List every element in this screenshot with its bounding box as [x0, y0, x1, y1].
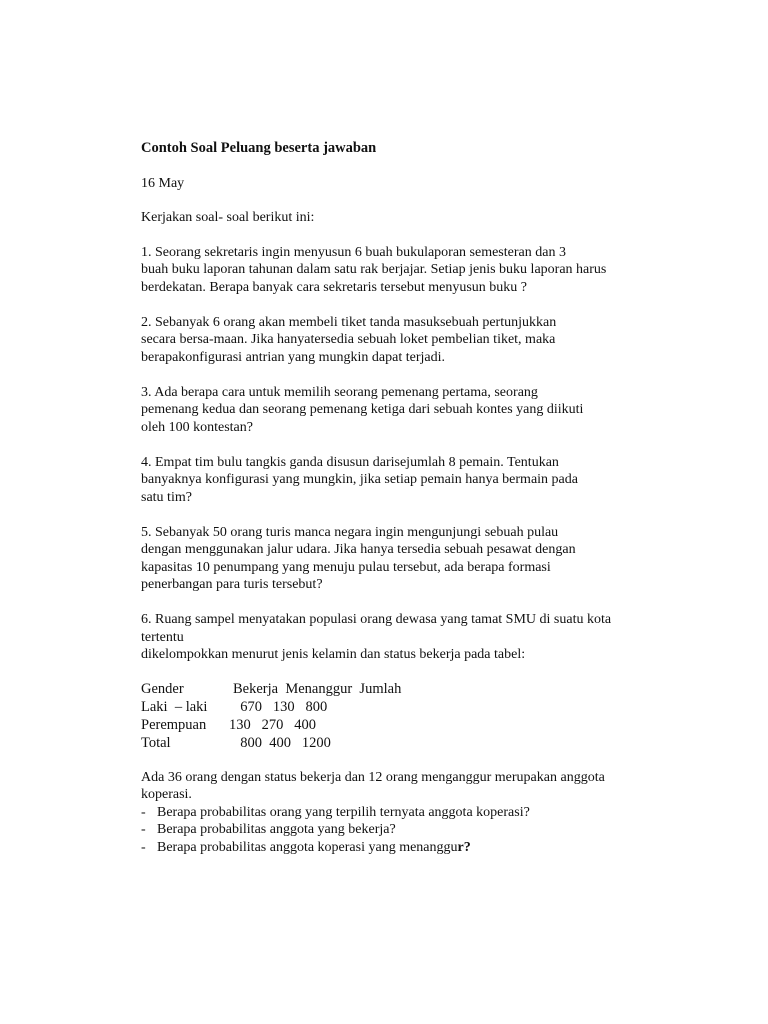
- question-line: buah buku laporan tahunan dalam satu rak berjajar. Setiap jenis buku laporan harus: [141, 262, 607, 277]
- list-item: [141, 839, 661, 857]
- question-line: 3. Ada berapa cara untuk memilih seorang pemenang pertama, seorang: [141, 384, 538, 400]
- table-cell: Total: [141, 734, 171, 751]
- question-line: pemenang kedua dan seorang pemenang ketiga dari sebuah kontes yang diikuti: [141, 402, 584, 417]
- closing-line: koperasi.: [141, 787, 192, 802]
- question-line: penerbangan para turis tersebut?: [141, 577, 323, 592]
- table-header-row: [141, 680, 661, 698]
- dash-bullet: -: [141, 804, 146, 820]
- list-item-text-main: Berapa probabilitas anggota koperasi yang menanggu: [157, 839, 458, 855]
- table-cell: 670 130 800: [233, 698, 328, 715]
- question-line: banyaknya konfigurasi yang mungkin, jika setiap pemain hanya bermain pada: [141, 472, 578, 487]
- document-date: 16 May: [141, 175, 185, 191]
- closing-line: Ada 36 orang dengan status bekerja dan 12 orang menganggur merupakan anggota: [141, 769, 605, 785]
- question-line: dikelompokkan menurut jenis kelamin dan status bekerja pada tabel:: [141, 647, 526, 662]
- question-list: [141, 804, 661, 857]
- list-item-text: Berapa probabilitas orang yang terpilih ternyata anggota koperasi?: [157, 804, 530, 820]
- question-1: [141, 244, 661, 297]
- question-line: berapakonfigurasi antrian yang mungkin dapat terjadi.: [141, 349, 446, 365]
- question-2: [141, 314, 661, 367]
- question-line: kapasitas 10 penumpang yang menuju pulau tersebut, ada berapa formasi: [141, 559, 551, 575]
- question-3: [141, 384, 661, 437]
- question-line: tertentu: [141, 629, 184, 645]
- table-header-cell: Gender: [141, 680, 184, 697]
- table-row: [141, 716, 661, 734]
- table-cell: 800 400 1200: [233, 734, 331, 751]
- question-line: berdekatan. Berapa banyak cara sekretaris tersebut menyusun buku ?: [141, 279, 528, 295]
- question-line: dengan menggunakan jalur udara. Jika hanya tersedia sebuah pesawat dengan: [141, 542, 576, 557]
- question-6: [141, 611, 661, 664]
- table-row: [141, 698, 661, 716]
- table-cell: Laki – laki: [141, 698, 208, 715]
- table-row: [141, 734, 661, 752]
- question-line: 5. Sebanyak 50 orang turis manca negara ingin mengunjungi sebuah pulau: [141, 524, 559, 540]
- table-header-cell: Bekerja Menanggur Jumlah: [233, 680, 402, 697]
- question-line: 4. Empat tim bulu tangkis ganda disusun darisejumlah 8 pemain. Tentukan: [141, 454, 559, 470]
- list-item: [141, 821, 661, 839]
- closing-paragraph: [141, 769, 661, 857]
- list-item-text-tail: r?: [457, 839, 471, 855]
- list-item-text: [157, 839, 471, 857]
- question-line: oleh 100 kontestan?: [141, 419, 253, 435]
- question-line: 6. Ruang sampel menyatakan populasi orang dewasa yang tamat SMU di suatu kota: [141, 612, 612, 627]
- data-table: [141, 680, 661, 752]
- document-page: [141, 140, 661, 856]
- list-item-text: Berapa probabilitas anggota yang bekerja?: [157, 822, 396, 837]
- list-item: [141, 804, 661, 822]
- question-line: 1. Seorang sekretaris ingin menyusun 6 buah bukulaporan semesteran dan 3: [141, 244, 566, 260]
- dash-bullet: -: [141, 822, 146, 837]
- table-cell: 130 270 400: [229, 716, 316, 733]
- question-line: satu tim?: [141, 489, 192, 505]
- document-intro: Kerjakan soal- soal berikut ini:: [141, 210, 315, 225]
- dash-bullet: -: [141, 839, 146, 855]
- question-line: 2. Sebanyak 6 orang akan membeli tiket tanda masuksebuah pertunjukkan: [141, 314, 557, 330]
- question-4: [141, 454, 661, 507]
- document-title: Contoh Soal Peluang beserta jawaban: [141, 140, 377, 156]
- table-cell: Perempuan: [141, 716, 207, 733]
- question-5: [141, 524, 661, 594]
- question-line: secara bersa-maan. Jika hanyatersedia sebuah loket pembelian tiket, maka: [141, 332, 556, 347]
